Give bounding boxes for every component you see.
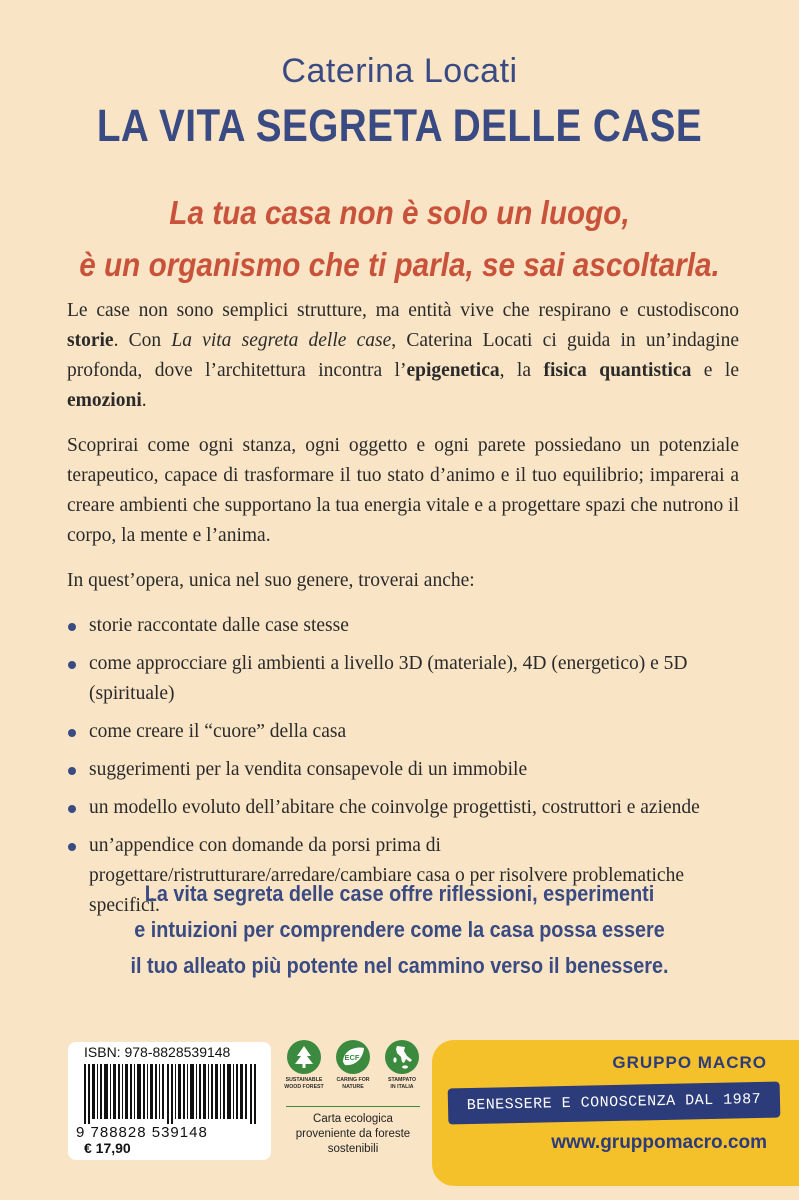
list-intro: In quest’opera, unica nel suo genere, troverai anche:	[67, 570, 475, 591]
feature-list	[67, 611, 739, 921]
paragraph-discover: Scoprirai come ogni stanza, ogni oggetto e ogni parete possiedano un potenziale terapeutico, capace di trasformare il tuo stato d’animo e il tuo equilibrio; imparerai a creare ambienti che supportano la tua energia vitale e a progettare spazi che nutrono il corpo, la mente e l’anima.	[67, 435, 739, 546]
paragraph-intro	[67, 296, 739, 416]
badge-caption-line: CARING FOR	[336, 1077, 370, 1084]
closing-line: e intuizioni per comprendere come la casa possa essere	[134, 917, 665, 942]
price-label: € 17,90	[84, 1140, 131, 1156]
list-item: un’appendice con domande da porsi prima di progettare/ristrutturare/arredare/cambiare casa o per risolvere problematiche specifici.	[67, 831, 739, 921]
badge-caption-line: WOOD FOREST	[284, 1084, 324, 1090]
isbn-label: ISBN: 978-8828539148	[84, 1044, 231, 1060]
barcode-icon	[84, 1064, 256, 1124]
ecf-badge	[331, 1040, 375, 1091]
tree-icon	[287, 1040, 321, 1074]
ecf-glyph: ECF	[344, 1053, 360, 1062]
ecf-leaf-icon	[336, 1040, 370, 1074]
badge-caption-line: IN ITALIA	[390, 1084, 414, 1090]
barcode-digits: 9 788828 539148	[76, 1124, 208, 1141]
italy-map-icon	[385, 1040, 419, 1074]
text-run: Le case non sono semplici strutture, ma entità vive che respirano e custodiscono	[67, 300, 739, 321]
closing-line: La vita segreta delle case offre riflessioni, esperimenti	[144, 881, 655, 906]
bold-term: epigenetica	[406, 360, 500, 381]
text-run: . Con	[113, 330, 172, 351]
text-run: e le	[691, 360, 739, 381]
tagline	[0, 187, 799, 291]
barcode-card	[68, 1042, 271, 1160]
badge-caption-line: NATURE	[342, 1084, 364, 1090]
bold-term: fisica quantistica	[543, 360, 692, 381]
publisher-url[interactable]: www.gruppomacro.com	[551, 1132, 767, 1153]
list-item: un modello evoluto dell’abitare che coinvolge progettisti, costruttori e aziende	[67, 793, 739, 823]
badge-caption	[283, 1077, 325, 1090]
eco-caption: Carta ecologica proveniente da foreste sostenibili	[295, 1113, 411, 1155]
eco-certifications	[282, 1040, 424, 1170]
divider	[286, 1106, 420, 1107]
list-item: come creare il “cuore” della casa	[67, 717, 739, 747]
bold-term: storie	[67, 330, 114, 351]
publisher-banner	[448, 1082, 781, 1125]
closing-statement	[0, 876, 799, 984]
list-item: suggerimenti per la vendita consapevole di un immobile	[67, 755, 739, 785]
tagline-line: è un organismo che ti parla, se sai ascoltarla.	[79, 246, 720, 283]
blurb-body	[67, 296, 739, 921]
book-title: LA VITA SEGRETA DELLE CASE	[96, 100, 703, 151]
sustainable-badge	[282, 1040, 326, 1091]
publisher-panel	[432, 1040, 799, 1186]
badge-caption-line: STAMPATO	[387, 1077, 417, 1084]
badge-caption	[332, 1077, 374, 1090]
tagline-line: La tua casa non è solo un luogo,	[169, 194, 630, 231]
publisher-name: GRUPPO MACRO	[612, 1053, 767, 1072]
text-run: , Caterina Locati ci guida in un’indagine profonda, dove l’architettura incontra l’	[67, 330, 740, 381]
italy-badge	[380, 1040, 424, 1091]
publisher-motto: BENESSERE E CONOSCENZA DAL 1987	[466, 1090, 762, 1115]
bold-term: emozioni	[67, 390, 142, 411]
text-run: .	[141, 390, 147, 411]
italic-title: La vita segreta delle case	[171, 330, 392, 351]
list-item: storie raccontate dalle case stesse	[67, 611, 739, 641]
author-name: Caterina Locati	[281, 52, 518, 90]
badge-caption	[381, 1077, 423, 1090]
text-run: , la	[499, 360, 544, 381]
closing-line: il tuo alleato più potente nel cammino verso il benessere.	[130, 953, 669, 978]
badge-caption-line: SUSTAINABLE	[285, 1077, 323, 1084]
list-item: come approcciare gli ambienti a livello 3D (materiale), 4D (energetico) e 5D (spirituale)	[67, 649, 739, 709]
